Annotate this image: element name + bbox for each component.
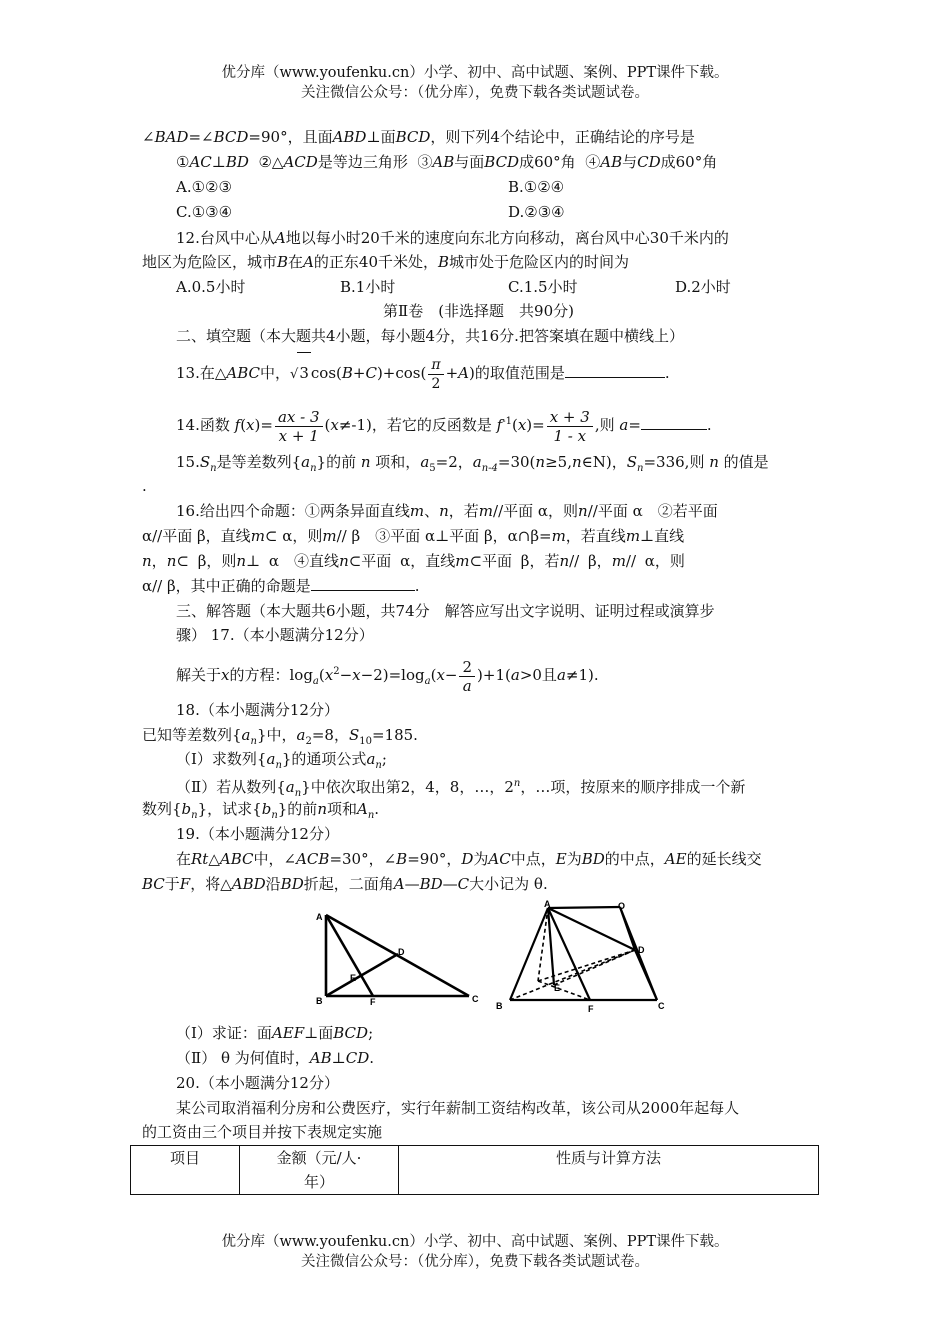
q19-part-1: （Ⅰ）求证：面AEF⊥面BCD; (176, 1024, 374, 1042)
q19-figure-folded (490, 895, 670, 1015)
q20-salary-table (130, 1145, 819, 1195)
label-d: D (398, 947, 405, 957)
q11-continuation: ∠BAD=∠BCD=90°，且面ABD⊥面BCD，则下列4个结论中，正确结论的序号是 (142, 128, 695, 146)
q20-line-2: 的工资由三个项目并按下表规定实施 (142, 1123, 383, 1141)
label-a: A (316, 912, 323, 922)
header-line-2: 关注微信公众号：（优分库），免费下载各类试题试卷。 (301, 85, 649, 101)
q11-option-b: B.①②④ (508, 178, 565, 196)
q12-option-a: A.0.5小时 (176, 278, 246, 296)
q20-line-1: 某公司取消福利分房和公费医疗，实行年薪制工资结构改革，该公司从2000年起每人 (176, 1099, 740, 1117)
q16-line-1: 16.给出四个命题：①两条异面直线m、n，若m//平面 α，则n//平面 α ②若平面 (176, 502, 718, 520)
fill-in-heading: 二、填空题（本大题共4小题，每小题4分，共16分.把答案填在题中横线上） (176, 327, 684, 345)
q19-heading: 19.（本小题满分12分） (176, 825, 339, 843)
q18-given: 已知等差数列$\{a_n\}$中，$a_2=8$，$S_{10}=185$. (142, 726, 418, 747)
table-header-amount: 金额（元/人· 年） (240, 1146, 399, 1195)
label-b: B (496, 1001, 503, 1011)
q12-option-d: D.2小时 (675, 278, 731, 296)
q16-line-4: α// β，其中正确的命题是 . (142, 577, 420, 595)
table-header-row (131, 1146, 819, 1195)
label-e: E (554, 983, 561, 993)
q11-statements: ①AC⊥BD ②△ACD是等边三角形 ③AB与面BCD成60°角 ④AB与CD成60°角 (176, 153, 718, 171)
q18-part-2-cont: 数列$\{b_n\}$，试求$\{b_n\}$的前n项和$A_n$. (142, 800, 380, 821)
label-e: E (350, 973, 357, 983)
q13: 13.在△ABC中，√3 cos(B+C)+cos( $\frac{\pi}{2}$ +A)的取值范围是 . (176, 352, 670, 395)
q19-line-2: BC于F，将△ABD沿BD折起，二面角A—BD—C大小记为 θ. (142, 875, 548, 893)
q12-line-2: 地区为危险区，城市B在A的正东40千米处，B城市处于危险区内的时间为 (142, 253, 630, 271)
segment-dc (635, 950, 657, 1000)
header-line-1: 优分库（www.youfenku.cn）小学、初中、高中试题、案例、PPT课件下载。 (221, 65, 729, 81)
segment-ab (510, 908, 548, 1000)
q16-line-3: n，n⊂ β，则n⊥ α ④直线n⊂平面 α，直线m⊂平面 β，若n// β，m// α，则 (142, 552, 685, 570)
q11-option-d: D.②③④ (508, 203, 565, 221)
label-c: C (658, 1001, 665, 1011)
q18-part-1: （Ⅰ）求数列$\{a_n\}$的通项公式$a_n$; (176, 750, 387, 771)
table-header-method: 性质与计算方法 (399, 1146, 819, 1195)
label-f: F (370, 997, 376, 1005)
q14: 14.函数 f(x)= $\frac{ax - 3}{x + 1}$ (x≠-1)，若它的反函数是 $f^{-1}(x)=$ $\frac{x + 3}{1 - x}$ ,则 a= . (176, 407, 712, 445)
q12-line-1: 12.台风中心从A地以每小时20千米的速度向东北方向移动，离台风中心30千米内的 (176, 229, 729, 247)
q12-option-c: C.1.5小时 (508, 278, 578, 296)
q20-heading: 20.（本小题满分12分） (176, 1074, 339, 1092)
segment-ao (548, 907, 620, 908)
q19-part-2: （Ⅱ） θ 为何值时，AB⊥CD. (176, 1049, 375, 1067)
label-o: O (618, 901, 626, 911)
label-a: A (544, 899, 551, 909)
table-header-item: 项目 (131, 1146, 240, 1195)
q15: $15.S_n$是等差数列$\{a_n\}$的前 n 项和，$a_5=2$，$a_{n-4}=30(n\ge 5,n\in N)$，$S_n=336$,则 n 的值是 (176, 453, 769, 474)
q13-answer-blank[interactable] (565, 363, 665, 378)
footer-line-1: 优分库（www.youfenku.cn）小学、初中、高中试题、案例、PPT课件下载。 (221, 1234, 729, 1250)
q18-part-2: （Ⅱ）若从数列$\{a_n\}$中依次取出第2，4，8，…，2$^n$，…项，按原来的顺序排成一个新 (176, 778, 746, 799)
q11-option-c: C.①③④ (176, 203, 233, 221)
q17-equation: 解关于x的方程：$\log_a(x^2-x-2)=\log_a(x-$ $\frac{2}{a}$ )+1(a>0且a≠1). (176, 657, 599, 695)
part2-title: 第Ⅱ卷 (非选择题 共90分) (383, 302, 574, 320)
q16-line-2: α//平面 β，直线m⊂ α，则m// β ③平面 α⊥平面 β，α∩β=m，若直线m⊥直线 (142, 527, 685, 545)
part3-heading-cont: 骤） 17.（本小题满分12分） (176, 626, 374, 644)
q19-line-1: 在Rt△ABC中，∠ACB=30°，∠B=90°，D为AC中点，E为BD的中点，AE的延长线交 (176, 850, 762, 868)
label-d: D (638, 945, 645, 955)
q19-figure-flat-triangle (310, 905, 485, 1005)
q16-answer-blank[interactable] (311, 576, 415, 591)
q18-heading: 18.（本小题满分12分） (176, 701, 339, 719)
label-f: F (588, 1004, 594, 1014)
part3-heading: 三、解答题（本大题共6小题，共74分 解答应写出文字说明、证明过程或演算步 (176, 602, 715, 620)
q11-option-a: A.①②③ (176, 178, 232, 196)
q15-trailing-dot: . (142, 477, 147, 495)
label-c: C (472, 994, 479, 1004)
q14-answer-blank[interactable] (641, 415, 707, 430)
footer-line-2: 关注微信公众号：（优分库），免费下载各类试题试卷。 (301, 1254, 649, 1270)
label-b: B (316, 996, 323, 1005)
segment-bd-dashed (510, 950, 635, 1000)
q12-option-b: B.1小时 (340, 278, 396, 296)
